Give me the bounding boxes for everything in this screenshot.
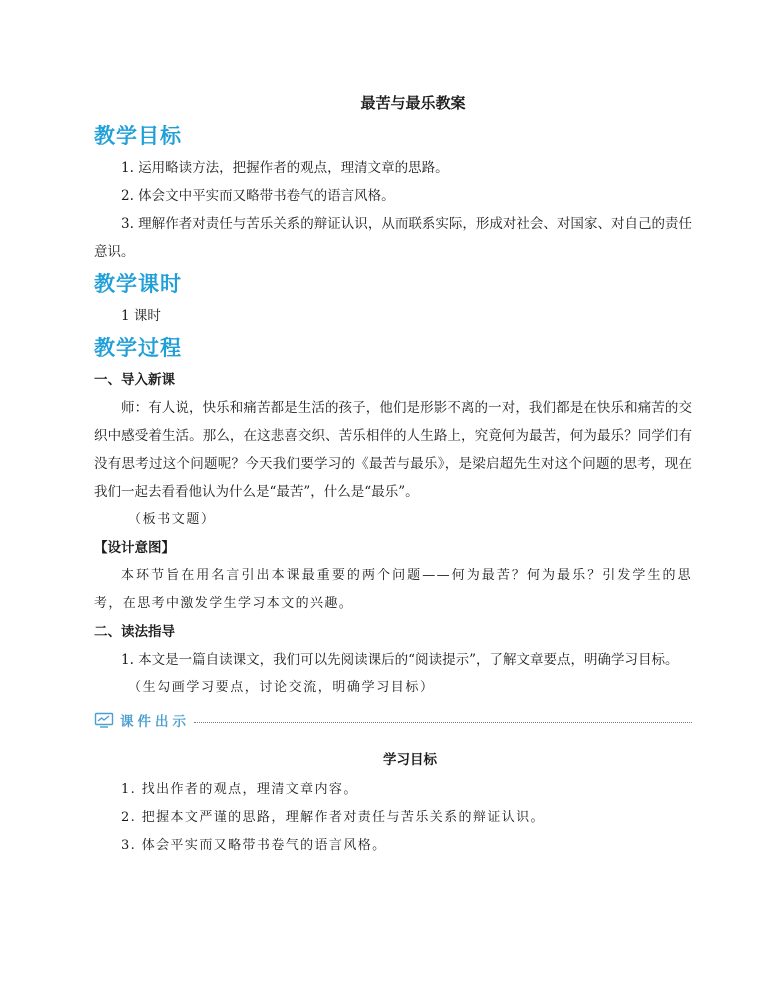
design-paragraph: 本环节旨在用名言引出本课最重要的两个问题——何为最苦？何为最乐？引发学生的思考，在思考中激发学生学习本文的兴趣。 (94, 568, 692, 611)
goal-title: 学习目标 (383, 752, 437, 768)
courseware-label: 课件出示 (120, 714, 190, 730)
subheading-design: 【设计意图】 (94, 540, 175, 556)
reading-paragraph: 1. 本文是一篇自读课文，我们可以先阅读课后的“阅读提示”，了解文章要点，明确学习目标。 (121, 652, 679, 668)
goal-item-2: 2. 把握本文严谨的思路，理解作者对责任与苦乐关系的辩证认识。 (121, 810, 545, 825)
document-page (94, 92, 692, 860)
subheading-intro: 一、导入新课 (94, 372, 175, 388)
objective-item-2: 2. 体会文中平实而又略带书卷气的语言风格。 (121, 188, 395, 204)
goal-item-3: 3. 体会平实而又略带书卷气的语言风格。 (121, 838, 387, 853)
presentation-icon (94, 712, 114, 728)
intro-paragraph: 师：有人说，快乐和痛苦都是生活的孩子，他们是形影不离的一对，我们都是在快乐和痛苦的交织中感受着生活。那么，在这悲喜交织、苦乐相伴的人生路上，究竟何为最苦，何为最乐？同学们有没有思考过这个问题呢？今天我们要学习的《最苦与最乐》，是梁启超先生对这个问题的思考，现在我们一起去看看他认为什么是“最苦”，什么是“最乐”。 (94, 400, 692, 500)
section-heading-objectives: 教学目标 (94, 124, 182, 148)
objective-item-3: 3. 理解作者对责任与苦乐关系的辩证认识，从而联系实际，形成对社会、对国家、对自己的责任意识。 (94, 216, 692, 260)
intro-note: （板书文题） (128, 512, 216, 527)
hours-text: 1 课时 (121, 308, 161, 324)
subheading-reading: 二、读法指导 (94, 624, 175, 640)
dotted-divider (194, 722, 692, 723)
objective-item-1: 1. 运用略读方法，把握作者的观点，理清文章的思路。 (121, 160, 449, 176)
courseware-banner (94, 706, 692, 734)
section-heading-hours: 教学课时 (94, 272, 182, 296)
reading-note: （生勾画学习要点，讨论交流，明确学习目标） (128, 680, 435, 695)
section-heading-process: 教学过程 (94, 336, 182, 360)
goal-item-1: 1. 找出作者的观点，理清文章内容。 (121, 782, 358, 797)
document-title: 最苦与最乐教案 (360, 94, 466, 112)
